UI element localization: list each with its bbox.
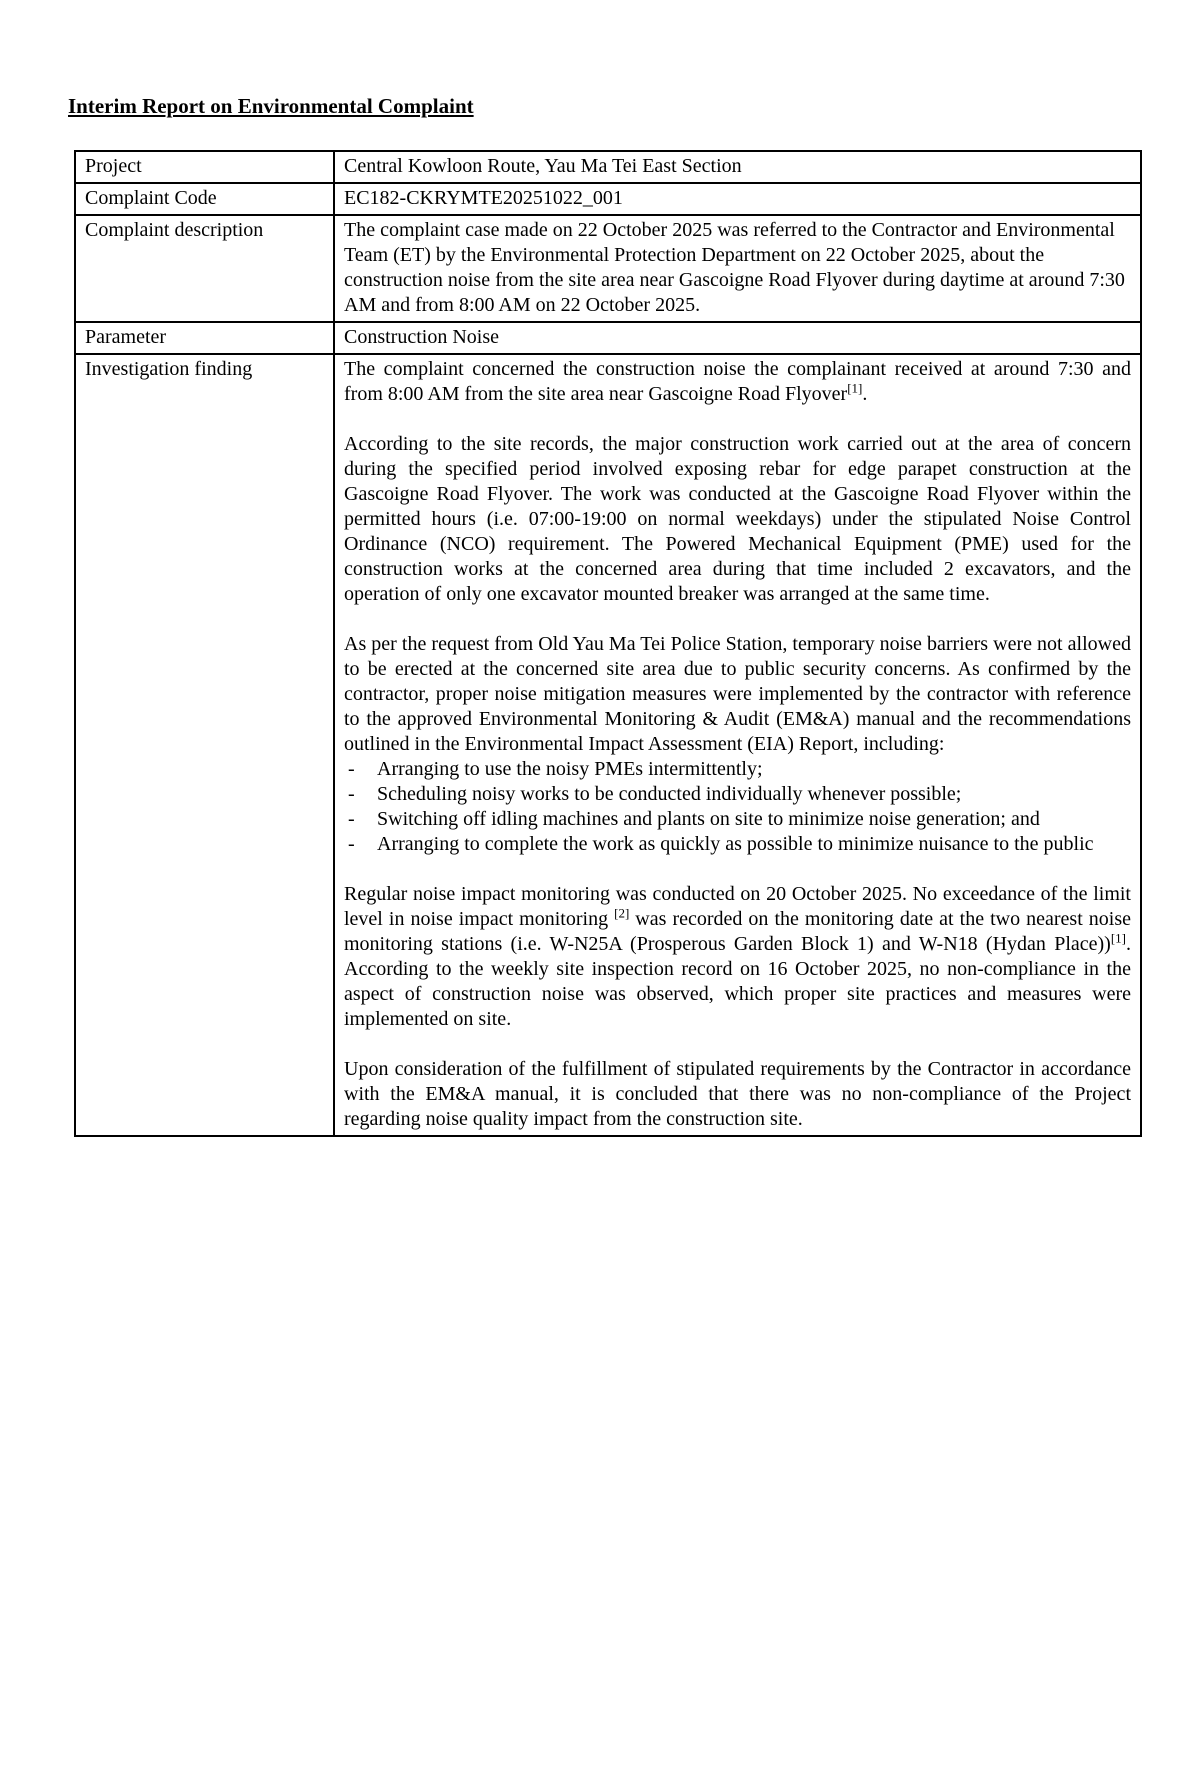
finding-paragraph: As per the request from Old Yau Ma Tei Police Station, temporary noise barriers were not allowed to be erected at the concerned site area due to public security concerns. As confirmed by the contractor, proper noise mitigation measures were implemented by the contractor with reference to the approved Environmental Monitoring & Audit (EM&A) manual and the recommendations outlined in the Environmental Impact Assessment (EIA) Report, including: <box>344 633 1131 755</box>
table-row-project <box>75 151 1141 183</box>
report-table <box>74 150 1142 1137</box>
bullet-text: Arranging to use the noisy PMEs intermittently; <box>377 758 763 780</box>
investigation-finding-cell <box>334 354 1141 1136</box>
bullet-item <box>344 807 1131 832</box>
investigation-finding-content <box>344 357 1131 1132</box>
page-title: Interim Report on Environmental Complaint <box>68 94 474 118</box>
row-label-investigation-finding: Investigation finding <box>75 354 334 1136</box>
table-row-complaint-code <box>75 183 1141 215</box>
finding-paragraph: Upon consideration of the fulfillment of stipulated requirements by the Contractor in accordance with the EM&A manual, it is concluded that there was no non-compliance of the Project regarding noise quality impact from the construction site. <box>344 1058 1131 1130</box>
bullet-text: Scheduling noisy works to be conducted individually whenever possible; <box>377 783 962 805</box>
row-label-parameter: Parameter <box>75 322 334 354</box>
bullet-dash: - <box>348 758 355 780</box>
finding-paragraph: The complaint concerned the construction noise the complainant received at around 7:30 and from 8:00 AM from the site area near Gascoigne Road Flyover[1]. <box>344 358 1131 405</box>
document-page <box>0 93 1192 1777</box>
bullet-text: Arranging to complete the work as quickly as possible to minimize nuisance to the public <box>377 833 1094 855</box>
row-value-project: Central Kowloon Route, Yau Ma Tei East Section <box>334 151 1141 183</box>
row-value-complaint-code: EC182-CKRYMTE20251022_001 <box>334 183 1141 215</box>
row-label-project: Project <box>75 151 334 183</box>
table-row-investigation-finding <box>75 354 1141 1136</box>
row-value-complaint-description: The complaint case made on 22 October 2025 was referred to the Contractor and Environmental Team (ET) by the Environmental Protection Department on 22 October 2025, about the construction noise from the site area near Gascoigne Road Flyover during daytime at around 7:30 AM and from 8:00 AM on 22 October 2025. <box>334 215 1141 322</box>
bullet-text: Switching off idling machines and plants on site to minimize noise generation; and <box>377 808 1040 830</box>
finding-paragraph: Regular noise impact monitoring was conducted on 20 October 2025. No exceedance of the limit level in noise impact monitoring [2] was recorded on the monitoring date at the two nearest noise monitoring stations (i.e. W-N25A (Prosperous Garden Block 1) and W-N18 (Hydan Place))[1]. According to the weekly site inspection record on 16 October 2025, no non-compliance in the aspect of construction noise was observed, which proper site practices and measures were implemented on site. <box>344 883 1132 1030</box>
row-label-complaint-description: Complaint description <box>75 215 334 322</box>
finding-bullet-list <box>344 757 1131 857</box>
footnote-reference: [1] <box>847 380 863 396</box>
bullet-dash: - <box>348 783 355 805</box>
finding-paragraph: According to the site records, the major construction work carried out at the area of concern during the specified period involved exposing rebar for edge parapet construction at the Gascoigne Road Flyover. The work was conducted at the Gascoigne Road Flyover within the permitted hours (i.e. 07:00-19:00 on normal weekdays) under the stipulated Noise Control Ordinance (NCO) requirement. The Powered Mechanical Equipment (PME) used for the construction works at the concerned area during that time included 2 excavators, and the operation of only one excavator mounted breaker was arranged at the same time. <box>344 433 1131 605</box>
bullet-item <box>344 832 1131 857</box>
table-row-complaint-description <box>75 215 1141 322</box>
table-row-parameter <box>75 322 1141 354</box>
row-label-complaint-code: Complaint Code <box>75 183 334 215</box>
bullet-item <box>344 757 1131 782</box>
bullet-item <box>344 782 1131 807</box>
row-value-parameter: Construction Noise <box>334 322 1141 354</box>
footnote-reference: [1] <box>1110 930 1126 946</box>
footnote-reference: [2] <box>614 905 630 921</box>
bullet-dash: - <box>348 833 355 855</box>
bullet-dash: - <box>348 808 355 830</box>
